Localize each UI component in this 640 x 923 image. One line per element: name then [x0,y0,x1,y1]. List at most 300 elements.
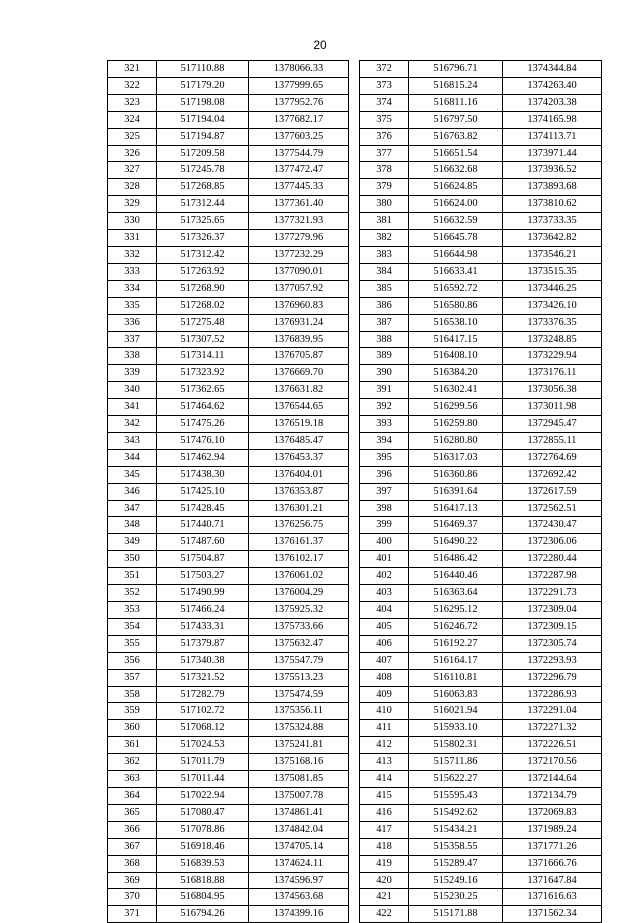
y-coordinate-cell: 1372692.42 [503,466,602,483]
table-row [108,602,349,619]
table-row [360,297,602,314]
y-coordinate-cell: 1372617.59 [503,483,602,500]
y-coordinate-cell: 1376404.01 [249,466,349,483]
point-number-cell: 326 [108,145,157,162]
table-row [108,365,349,382]
table-row [108,331,349,348]
table-row [360,213,602,230]
x-coordinate-cell: 517282.79 [157,686,249,703]
x-coordinate-cell: 516469.37 [409,517,503,534]
x-coordinate-cell: 517080.47 [157,804,249,821]
table-row [108,196,349,213]
y-coordinate-cell: 1376960.83 [249,297,349,314]
point-number-cell: 378 [360,162,409,179]
x-coordinate-cell: 517464.62 [157,399,249,416]
x-coordinate-cell: 517110.88 [157,61,249,78]
table-row [360,331,602,348]
point-number-cell: 362 [108,754,157,771]
table-row [360,551,602,568]
y-coordinate-cell: 1377232.29 [249,246,349,263]
y-coordinate-cell: 1372296.79 [503,669,602,686]
point-number-cell: 388 [360,331,409,348]
point-number-cell: 352 [108,585,157,602]
y-coordinate-cell: 1376705.87 [249,348,349,365]
x-coordinate-cell: 516624.85 [409,179,503,196]
point-number-cell: 392 [360,399,409,416]
x-coordinate-cell: 517078.86 [157,821,249,838]
x-coordinate-cell: 516633.41 [409,263,503,280]
x-coordinate-cell: 517466.24 [157,602,249,619]
x-coordinate-cell: 515289.47 [409,855,503,872]
y-coordinate-cell: 1376453.37 [249,449,349,466]
point-number-cell: 398 [360,500,409,517]
point-number-cell: 321 [108,61,157,78]
x-coordinate-cell: 516804.95 [157,889,249,906]
point-number-cell: 364 [108,787,157,804]
x-coordinate-cell: 516490.22 [409,534,503,551]
point-number-cell: 380 [360,196,409,213]
y-coordinate-cell: 1373971.44 [503,145,602,162]
point-number-cell: 386 [360,297,409,314]
point-number-cell: 323 [108,94,157,111]
point-number-cell: 412 [360,737,409,754]
x-coordinate-cell: 516797.50 [409,111,503,128]
x-coordinate-cell: 517428.45 [157,500,249,517]
table-row [108,787,349,804]
table-row [108,635,349,652]
table-row [108,94,349,111]
table-row [360,500,602,517]
y-coordinate-cell: 1375925.32 [249,602,349,619]
point-number-cell: 385 [360,280,409,297]
point-number-cell: 360 [108,720,157,737]
point-number-cell: 349 [108,534,157,551]
table-row [360,382,602,399]
table-row [360,635,602,652]
y-coordinate-cell: 1372134.79 [503,787,602,804]
x-coordinate-cell: 515434.21 [409,821,503,838]
y-coordinate-cell: 1374596.97 [249,872,349,889]
y-coordinate-cell: 1376669.70 [249,365,349,382]
point-number-cell: 411 [360,720,409,737]
x-coordinate-cell: 517312.42 [157,246,249,263]
point-number-cell: 337 [108,331,157,348]
x-coordinate-cell: 516794.26 [157,906,249,923]
table-row [108,754,349,771]
x-coordinate-cell: 515230.25 [409,889,503,906]
table-row [360,720,602,737]
table-row [360,754,602,771]
table-row [360,483,602,500]
table-row [108,669,349,686]
table-row [108,449,349,466]
x-coordinate-cell: 515711.86 [409,754,503,771]
table-row [108,838,349,855]
point-number-cell: 396 [360,466,409,483]
y-coordinate-cell: 1371666.76 [503,855,602,872]
x-coordinate-cell: 517011.44 [157,771,249,788]
point-number-cell: 351 [108,568,157,585]
point-number-cell: 345 [108,466,157,483]
y-coordinate-cell: 1372280.44 [503,551,602,568]
point-number-cell: 363 [108,771,157,788]
point-number-cell: 414 [360,771,409,788]
point-number-cell: 399 [360,517,409,534]
x-coordinate-cell: 517194.04 [157,111,249,128]
point-number-cell: 381 [360,213,409,230]
x-coordinate-cell: 516815.24 [409,77,503,94]
point-number-cell: 400 [360,534,409,551]
y-coordinate-cell: 1371989.24 [503,821,602,838]
x-coordinate-cell: 516417.15 [409,331,503,348]
y-coordinate-cell: 1374263.40 [503,77,602,94]
y-coordinate-cell: 1377952.76 [249,94,349,111]
table-row [360,517,602,534]
point-number-cell: 341 [108,399,157,416]
x-coordinate-cell: 517312.44 [157,196,249,213]
table-row [108,568,349,585]
point-number-cell: 390 [360,365,409,382]
table-row [108,686,349,703]
x-coordinate-cell: 517326.37 [157,230,249,247]
y-coordinate-cell: 1374344.84 [503,61,602,78]
point-number-cell: 350 [108,551,157,568]
table-row [360,94,602,111]
x-coordinate-cell: 517503.27 [157,568,249,585]
point-number-cell: 342 [108,416,157,433]
point-number-cell: 408 [360,669,409,686]
point-number-cell: 368 [108,855,157,872]
y-coordinate-cell: 1375241.81 [249,737,349,754]
x-coordinate-cell: 516360.86 [409,466,503,483]
y-coordinate-cell: 1373248.85 [503,331,602,348]
x-coordinate-cell: 517490.99 [157,585,249,602]
y-coordinate-cell: 1375632.47 [249,635,349,652]
y-coordinate-cell: 1374705.14 [249,838,349,855]
table-row [360,889,602,906]
y-coordinate-cell: 1377472.47 [249,162,349,179]
y-coordinate-cell: 1373176.11 [503,365,602,382]
y-coordinate-cell: 1377090.01 [249,263,349,280]
point-number-cell: 356 [108,652,157,669]
point-number-cell: 334 [108,280,157,297]
point-number-cell: 397 [360,483,409,500]
x-coordinate-cell: 517102.72 [157,703,249,720]
y-coordinate-cell: 1372306.06 [503,534,602,551]
point-number-cell: 395 [360,449,409,466]
table-row [108,872,349,889]
y-coordinate-cell: 1375081.85 [249,771,349,788]
table-row [108,466,349,483]
table-row [108,483,349,500]
point-number-cell: 348 [108,517,157,534]
y-coordinate-cell: 1376161.37 [249,534,349,551]
table-row [108,720,349,737]
y-coordinate-cell: 1373056.38 [503,382,602,399]
x-coordinate-cell: 516839.53 [157,855,249,872]
table-row [360,804,602,821]
table-row [360,263,602,280]
y-coordinate-cell: 1375168.16 [249,754,349,771]
table-row [108,534,349,551]
y-coordinate-cell: 1376839.95 [249,331,349,348]
point-number-cell: 402 [360,568,409,585]
x-coordinate-cell: 516408.10 [409,348,503,365]
table-row [360,771,602,788]
y-coordinate-cell: 1376485.47 [249,432,349,449]
point-number-cell: 343 [108,432,157,449]
y-coordinate-cell: 1376931.24 [249,314,349,331]
y-coordinate-cell: 1372069.83 [503,804,602,821]
table-row [108,77,349,94]
y-coordinate-cell: 1373733.35 [503,213,602,230]
point-number-cell: 359 [108,703,157,720]
y-coordinate-cell: 1372309.15 [503,618,602,635]
y-coordinate-cell: 1375474.59 [249,686,349,703]
point-number-cell: 338 [108,348,157,365]
y-coordinate-cell: 1374861.41 [249,804,349,821]
x-coordinate-cell: 515249.16 [409,872,503,889]
x-coordinate-cell: 517438.30 [157,466,249,483]
point-number-cell: 382 [360,230,409,247]
point-number-cell: 346 [108,483,157,500]
y-coordinate-cell: 1377321.93 [249,213,349,230]
table-row [360,906,602,923]
point-number-cell: 422 [360,906,409,923]
x-coordinate-cell: 516763.82 [409,128,503,145]
y-coordinate-cell: 1374165.98 [503,111,602,128]
point-number-cell: 357 [108,669,157,686]
y-coordinate-cell: 1372562.51 [503,500,602,517]
table-row [108,500,349,517]
table-row [108,179,349,196]
table-row [360,821,602,838]
table-row [108,855,349,872]
x-coordinate-cell: 516796.71 [409,61,503,78]
y-coordinate-cell: 1373936.52 [503,162,602,179]
table-row [360,703,602,720]
point-number-cell: 420 [360,872,409,889]
point-number-cell: 375 [360,111,409,128]
table-row [108,416,349,433]
y-coordinate-cell: 1371562.34 [503,906,602,923]
y-coordinate-cell: 1376353.87 [249,483,349,500]
x-coordinate-cell: 516363.64 [409,585,503,602]
x-coordinate-cell: 517314.11 [157,348,249,365]
table-row [108,889,349,906]
y-coordinate-cell: 1374624.11 [249,855,349,872]
point-number-cell: 389 [360,348,409,365]
x-coordinate-cell: 515802.31 [409,737,503,754]
point-number-cell: 371 [108,906,157,923]
table-row [360,416,602,433]
table-row [108,737,349,754]
point-number-cell: 379 [360,179,409,196]
point-number-cell: 417 [360,821,409,838]
table-row [360,534,602,551]
point-number-cell: 336 [108,314,157,331]
y-coordinate-cell: 1373893.68 [503,179,602,196]
table-row [360,230,602,247]
y-coordinate-cell: 1375356.11 [249,703,349,720]
table-row [360,449,602,466]
table-row [360,618,602,635]
point-number-cell: 405 [360,618,409,635]
y-coordinate-cell: 1372764.69 [503,449,602,466]
x-coordinate-cell: 516644.98 [409,246,503,263]
point-number-cell: 344 [108,449,157,466]
table-row [108,551,349,568]
x-coordinate-cell: 516417.13 [409,500,503,517]
y-coordinate-cell: 1377682.17 [249,111,349,128]
table-row [360,179,602,196]
point-number-cell: 324 [108,111,157,128]
x-coordinate-cell: 517011.79 [157,754,249,771]
y-coordinate-cell: 1375513.23 [249,669,349,686]
point-number-cell: 322 [108,77,157,94]
x-coordinate-cell: 516645.78 [409,230,503,247]
table-row [108,297,349,314]
table-row [360,686,602,703]
table-row [108,348,349,365]
table-row [360,602,602,619]
y-coordinate-cell: 1376301.21 [249,500,349,517]
y-coordinate-cell: 1377999.65 [249,77,349,94]
x-coordinate-cell: 516624.00 [409,196,503,213]
x-coordinate-cell: 517275.48 [157,314,249,331]
y-coordinate-cell: 1377603.25 [249,128,349,145]
table-row [108,821,349,838]
x-coordinate-cell: 516384.20 [409,365,503,382]
point-number-cell: 331 [108,230,157,247]
table-row [108,432,349,449]
y-coordinate-cell: 1372430.47 [503,517,602,534]
table-row [360,855,602,872]
x-coordinate-cell: 517198.08 [157,94,249,111]
x-coordinate-cell: 517440.71 [157,517,249,534]
x-coordinate-cell: 517462.94 [157,449,249,466]
y-coordinate-cell: 1376061.02 [249,568,349,585]
coordinates-table-right [359,60,602,923]
x-coordinate-cell: 517362.65 [157,382,249,399]
x-coordinate-cell: 516063.83 [409,686,503,703]
point-number-cell: 327 [108,162,157,179]
point-number-cell: 366 [108,821,157,838]
point-number-cell: 367 [108,838,157,855]
table-row [108,128,349,145]
point-number-cell: 374 [360,94,409,111]
table-row [360,196,602,213]
y-coordinate-cell: 1372291.04 [503,703,602,720]
table-row [108,804,349,821]
point-number-cell: 329 [108,196,157,213]
x-coordinate-cell: 516295.12 [409,602,503,619]
y-coordinate-cell: 1373810.62 [503,196,602,213]
point-number-cell: 415 [360,787,409,804]
y-coordinate-cell: 1374203.38 [503,94,602,111]
table-row [108,314,349,331]
point-number-cell: 325 [108,128,157,145]
point-number-cell: 421 [360,889,409,906]
y-coordinate-cell: 1373011.98 [503,399,602,416]
table-row [360,669,602,686]
point-number-cell: 358 [108,686,157,703]
point-number-cell: 394 [360,432,409,449]
point-number-cell: 332 [108,246,157,263]
y-coordinate-cell: 1374113.71 [503,128,602,145]
x-coordinate-cell: 517476.10 [157,432,249,449]
x-coordinate-cell: 516818.88 [157,872,249,889]
table-row [360,145,602,162]
x-coordinate-cell: 516440.46 [409,568,503,585]
y-coordinate-cell: 1375733.66 [249,618,349,635]
y-coordinate-cell: 1371616.63 [503,889,602,906]
table-row [360,280,602,297]
point-number-cell: 353 [108,602,157,619]
point-number-cell: 406 [360,635,409,652]
point-number-cell: 384 [360,263,409,280]
y-coordinate-cell: 1377544.79 [249,145,349,162]
point-number-cell: 410 [360,703,409,720]
table-row [108,280,349,297]
y-coordinate-cell: 1372286.93 [503,686,602,703]
y-coordinate-cell: 1375547.79 [249,652,349,669]
point-number-cell: 354 [108,618,157,635]
y-coordinate-cell: 1374842.04 [249,821,349,838]
point-number-cell: 339 [108,365,157,382]
table-row [360,348,602,365]
point-number-cell: 372 [360,61,409,78]
point-number-cell: 383 [360,246,409,263]
y-coordinate-cell: 1376544.65 [249,399,349,416]
x-coordinate-cell: 516302.41 [409,382,503,399]
x-coordinate-cell: 516918.46 [157,838,249,855]
point-number-cell: 333 [108,263,157,280]
x-coordinate-cell: 517068.12 [157,720,249,737]
y-coordinate-cell: 1373446.25 [503,280,602,297]
x-coordinate-cell: 516280.80 [409,432,503,449]
y-coordinate-cell: 1373229.94 [503,348,602,365]
point-number-cell: 377 [360,145,409,162]
table-row [360,568,602,585]
table-row [360,246,602,263]
point-number-cell: 413 [360,754,409,771]
x-coordinate-cell: 515933.10 [409,720,503,737]
x-coordinate-cell: 516592.72 [409,280,503,297]
x-coordinate-cell: 517263.92 [157,263,249,280]
y-coordinate-cell: 1376102.17 [249,551,349,568]
point-number-cell: 393 [360,416,409,433]
table-row [108,399,349,416]
x-coordinate-cell: 517433.31 [157,618,249,635]
y-coordinate-cell: 1375324.88 [249,720,349,737]
point-number-cell: 404 [360,602,409,619]
y-coordinate-cell: 1374563.68 [249,889,349,906]
y-coordinate-cell: 1372291.73 [503,585,602,602]
y-coordinate-cell: 1372287.98 [503,568,602,585]
table-row [360,787,602,804]
y-coordinate-cell: 1371647.84 [503,872,602,889]
point-number-cell: 387 [360,314,409,331]
y-coordinate-cell: 1376256.75 [249,517,349,534]
table-row [108,246,349,263]
x-coordinate-cell: 517321.52 [157,669,249,686]
table-row [360,872,602,889]
y-coordinate-cell: 1373376.35 [503,314,602,331]
x-coordinate-cell: 517179.20 [157,77,249,94]
y-coordinate-cell: 1375007.78 [249,787,349,804]
x-coordinate-cell: 516259.80 [409,416,503,433]
